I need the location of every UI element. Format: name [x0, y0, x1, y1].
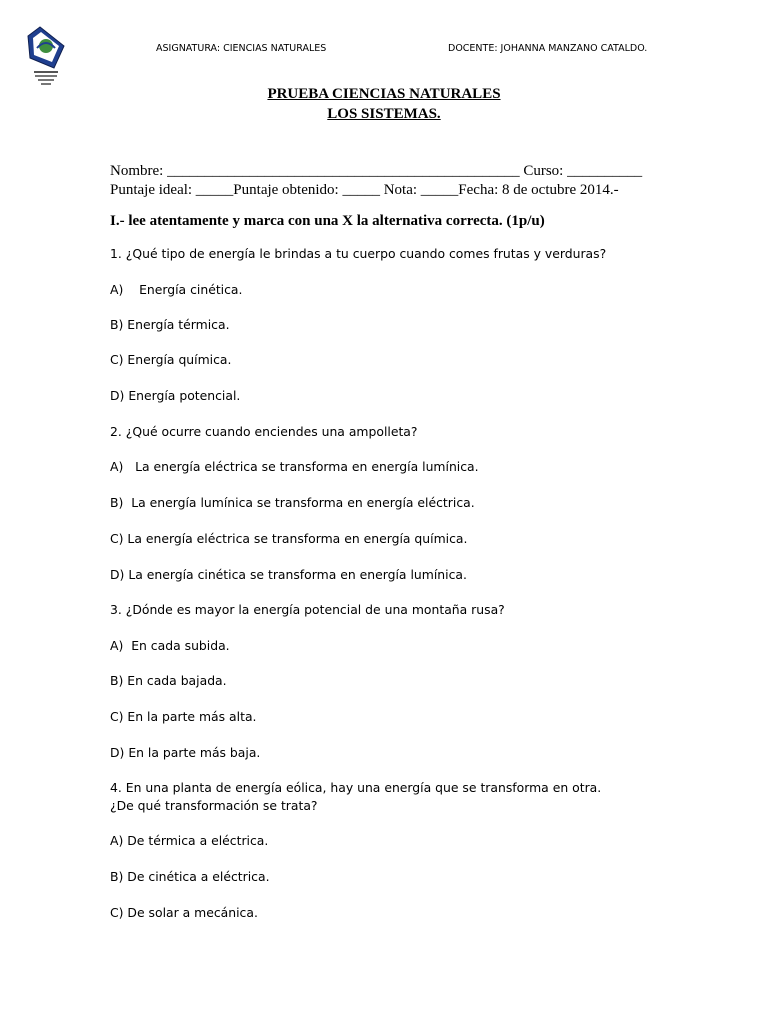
instructions: I.- lee atentamente y marca con una X la alternativa correcta. (1p/u) [110, 213, 545, 229]
q3-option-a: A) En cada subida. [110, 638, 230, 653]
question-2: 2. ¿Qué ocurre cuando enciendes una ampolleta? [110, 424, 418, 439]
q4-option-c: C) De solar a mecánica. [110, 905, 258, 920]
q1-option-a: A) Energía cinética. [110, 282, 243, 297]
question-4-line-1: 4. En una planta de energía eólica, hay una energía que se transforma en otra. [110, 780, 602, 795]
q3-option-d: D) En la parte más baja. [110, 745, 261, 760]
q3-option-b: B) En cada bajada. [110, 673, 227, 688]
q1-option-d: D) Energía potencial. [110, 388, 241, 403]
q2-option-b: B) La energía lumínica se transforma en energía eléctrica. [110, 495, 475, 510]
q4-option-b: B) De cinética a eléctrica. [110, 869, 270, 884]
school-logo [24, 24, 68, 92]
q2-option-d: D) La energía cinética se transforma en energía lumínica. [110, 567, 467, 582]
name-course-line: Nombre: _______________________________________________ Curso: __________ [110, 163, 643, 179]
school-crest-icon [24, 24, 68, 92]
question-4-line-2: ¿De qué transformación se trata? [110, 798, 318, 813]
q1-option-b: B) Energía térmica. [110, 317, 230, 332]
q3-option-c: C) En la parte más alta. [110, 709, 257, 724]
question-3: 3. ¿Dónde es mayor la energía potencial de una montaña rusa? [110, 602, 505, 617]
q2-option-a: A) La energía eléctrica se transforma en energía lumínica. [110, 459, 479, 474]
subject-header: ASIGNATURA: CIENCIAS NATURALES [156, 43, 327, 54]
q1-option-c: C) Energía química. [110, 352, 232, 367]
test-title: PRUEBA CIENCIAS NATURALES [267, 86, 501, 102]
teacher-header: DOCENTE: JOHANNA MANZANO CATALDO. [448, 43, 648, 54]
q2-option-c: C) La energía eléctrica se transforma en energía química. [110, 531, 468, 546]
score-date-line: Puntaje ideal: _____Puntaje obtenido: _____ Nota: _____Fecha: 8 de octubre 2014.- [110, 182, 619, 198]
test-subtitle: LOS SISTEMAS. [327, 106, 441, 122]
question-1: 1. ¿Qué tipo de energía le brindas a tu cuerpo cuando comes frutas y verduras? [110, 246, 607, 261]
q4-option-a: A) De térmica a eléctrica. [110, 833, 269, 848]
